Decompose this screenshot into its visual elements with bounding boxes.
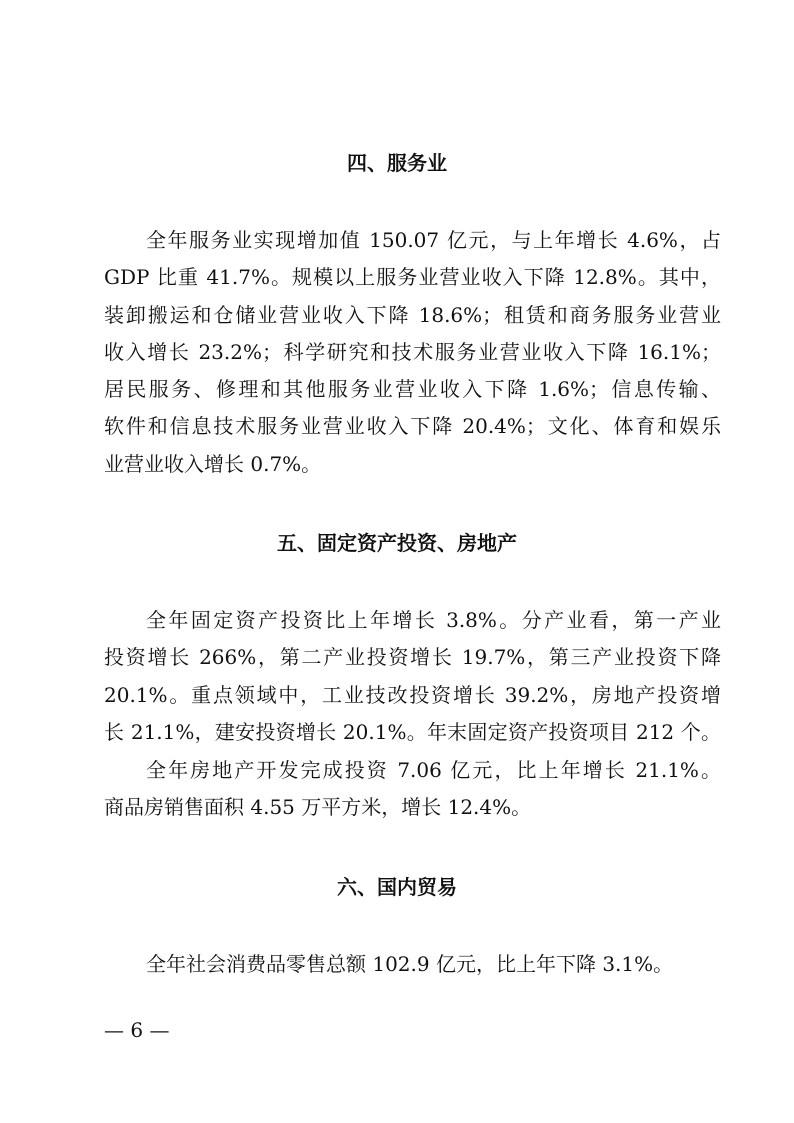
- text-line: 全年社会消费品零售总额 102.9 亿元，比上年下降 3.1%。: [146, 952, 674, 976]
- text-line: 业营业收入增长 0.7%。: [104, 451, 322, 476]
- paragraph-fixed-investment: [104, 602, 721, 751]
- paragraph-services: [104, 222, 721, 483]
- text-line: 装卸搬运和仓储业营业收入下降 18.6%；租赁和商务服务业营业: [104, 302, 721, 327]
- section-heading-domestic-trade: 六、国内贸易: [337, 875, 457, 899]
- paragraph-real-estate: [104, 752, 721, 827]
- page-number: — 6 —: [104, 1018, 170, 1042]
- text-line: 软件和信息技术服务业营业收入下降 20.4%；文化、体育和娱乐: [104, 414, 721, 439]
- text-line: 20.1%。重点领域中，工业技改投资增长 39.2%，房地产投资增: [104, 682, 721, 707]
- paragraph-domestic-trade: [104, 946, 721, 983]
- text-line: 居民服务、修理和其他服务业营业收入下降 1.6%；信息传输、: [104, 377, 721, 402]
- section-heading-fixed-investment: 五、固定资产投资、房地产: [277, 531, 517, 555]
- text-line: 投资增长 266%，第二产业投资增长 19.7%，第三产业投资下降: [104, 645, 721, 670]
- text-line: 全年固定资产投资比上年增长 3.8%。分产业看，第一产业: [146, 608, 721, 632]
- text-line: 长 21.1%，建安投资增长 20.1%。年末固定资产投资项目 212 个。: [104, 719, 721, 744]
- section-heading-services: 四、服务业: [347, 151, 447, 175]
- text-line: 全年服务业实现增加值 150.07 亿元，与上年增长 4.6%，占: [146, 228, 721, 252]
- text-line: GDP 比重 41.7%。规模以上服务业营业收入下降 12.8%。其中，: [104, 265, 721, 290]
- text-line: 商品房销售面积 4.55 万平方米，增长 12.4%。: [104, 795, 532, 820]
- text-line: 收入增长 23.2%；科学研究和技术服务业营业收入下降 16.1%；: [104, 339, 721, 364]
- text-line: 全年房地产开发完成投资 7.06 亿元，比上年增长 21.1%。: [146, 758, 721, 782]
